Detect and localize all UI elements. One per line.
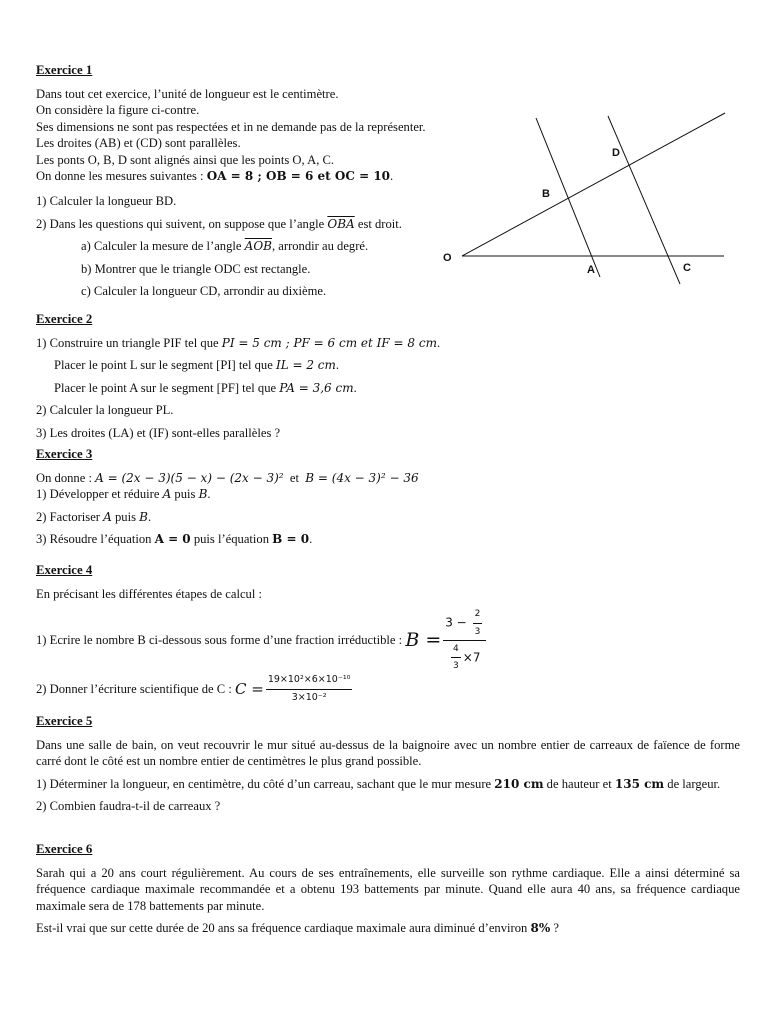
ex1-measures: OA = 8 ; OB = 6 et OC = 10 bbox=[206, 169, 391, 184]
ex2-line-1: 1) Construire un triangle PIF tel que PI = 5 cm ; PF = 6 cm et IF = 8 cm. bbox=[36, 336, 441, 350]
ex4-line-1: En précisant les différentes étapes de calcul : bbox=[36, 587, 263, 601]
ex1-question-1: 1) Calculer la longueur BD. bbox=[36, 194, 177, 209]
exercise-5-title: Exercice 5 bbox=[36, 714, 93, 728]
ex5-line-3: 2) Combien faudra-t-il de carreaux ? bbox=[36, 799, 221, 814]
ex1-line-5: Les ponts O, B, D sont alignés ainsi que les points O, A, C. bbox=[36, 152, 335, 167]
ex1-question-2b: b) Montrer que le triangle ODC est rectangle. bbox=[81, 261, 311, 276]
exercise-2 bbox=[36, 312, 740, 441]
ex2-line-3: Placer le point A sur le segment [PF] tel que PA = 3,6 cm. bbox=[54, 380, 357, 395]
ex3-line-4: 3) Résoudre l’équation A = 0 puis l’équation B = 0. bbox=[36, 532, 313, 547]
ex1-line-1: Dans tout cet exercice, l’unité de longueur est le centimètre. bbox=[36, 87, 339, 101]
ex6-line-2: Est-il vrai que sur cette durée de 20 ans sa fréquence cardiaque maximale aura diminué d’environ 8% ? bbox=[36, 921, 559, 936]
ex1-question-2c: c) Calculer la longueur CD, arrondir au dixième. bbox=[81, 284, 327, 299]
line-cd bbox=[608, 116, 680, 284]
point-label-b: B bbox=[542, 188, 550, 200]
ex1-line-6: On donne les mesures suivantes : OA = 8 ; OB = 6 et OC = 10. bbox=[36, 169, 394, 184]
expression-b: B = (4x − 3)² − 36 bbox=[305, 471, 419, 485]
expression-a: A = (2x − 3)(5 − x) − (2x − 3)² bbox=[95, 471, 284, 485]
exercise-4-title: Exercice 4 bbox=[36, 563, 93, 577]
ex1-line-3: Ses dimensions ne sont pas respectées et in ne demande pas de la représenter. bbox=[36, 119, 426, 134]
exercise-3-title: Exercice 3 bbox=[36, 447, 93, 461]
ex5-line-2: 1) Déterminer la longueur, en centimètre, du côté d’un carreau, sachant que le mur mesure 210 cm de hauteur et 135 cm de largeur. bbox=[36, 776, 721, 791]
ex5-line-1: Dans une salle de bain, on veut recouvrir le mur situé au-dessus de la baignoire avec un nombre entier de carreaux de faïence de forme carré dont le côté est un nombre entier de centimètres le plus grand possible. bbox=[36, 738, 740, 769]
angle-obA: $\overline{OBA}$ bbox=[327, 216, 355, 231]
ex1-line-2: On considère la figure ci-contre. bbox=[36, 103, 200, 118]
point-label-a: A bbox=[587, 264, 595, 276]
ex3-line-3: 2) Factoriser A puis B. bbox=[36, 509, 152, 524]
exercise-6 bbox=[36, 842, 740, 937]
ex6-line-1: Sarah qui a 20 ans court régulièrement. Au cours de ses entraînements, elle surveille son rythme cardiaque. Elle a ainsi déterminé sa fréquence cardiaque maximale recommandée et a obtenu 193 battements par minute. Quand elle aura 40 ans, sa fréquence cardiaque maximale sera de 178 battements par minute. bbox=[36, 866, 740, 913]
ex3-line-2: 1) Développer et réduire A puis B. bbox=[36, 487, 211, 502]
b-symbol: B = bbox=[405, 629, 442, 652]
ex3-line-1: On donne : A = (2x − 3)(5 − x) − (2x − 3)² et B = (4x − 3)² − 36 bbox=[36, 471, 419, 485]
ex4-question-1: 1) Ecrire le nombre B ci-dessous sous forme d’une fraction irréductible : B = 3 − $\frac{2}{3}$ $\frac{4}{3}$ ×7 bbox=[36, 612, 740, 668]
ex4-question-2: 2) Donner l’écriture scientifique de C : C = $\frac{\text{19×10²×6×10⁻¹⁰}}{\text{3×10⁻²}}$ bbox=[36, 672, 740, 706]
ex1-line-4: Les droites (AB) et (CD) sont parallèles. bbox=[36, 136, 241, 151]
geometry-figure bbox=[440, 112, 730, 284]
point-label-o: O bbox=[443, 252, 452, 264]
exercise-2-title: Exercice 2 bbox=[36, 312, 93, 326]
fraction-b: 3 − $\frac{2}{3}$ $\frac{4}{3}$ ×7 bbox=[443, 606, 486, 675]
line-obd bbox=[462, 113, 725, 256]
fraction-c: $\frac{\text{19×10²×6×10⁻¹⁰}}{\text{3×10⁻²}}$ bbox=[267, 674, 351, 703]
point-label-d: D bbox=[612, 147, 620, 159]
point-label-c: C bbox=[683, 262, 691, 274]
exercise-5 bbox=[36, 714, 740, 815]
exercise-6-title: Exercice 6 bbox=[36, 842, 93, 856]
exercise-1-title: Exercice 1 bbox=[36, 63, 93, 77]
angle-aob: $\overline{AOB}$ bbox=[244, 239, 272, 254]
exercise-3 bbox=[36, 447, 740, 548]
ex1-question-2a: a) Calculer la mesure de l’angle $\overline{AOB}$, arrondir au degré. bbox=[81, 239, 369, 254]
ex2-line-2: Placer le point L sur le segment [PI] tel que IL = 2 cm. bbox=[54, 358, 340, 373]
ex1-question-2: 2) Dans les questions qui suivent, on suppose que l’angle $\overline{OBA}$ est droit. bbox=[36, 216, 402, 231]
exercise-4 bbox=[36, 563, 740, 706]
ex2-line-4: 2) Calculer la longueur PL. bbox=[36, 403, 174, 418]
ex2-line-5: 3) Les droites (LA) et (IF) sont-elles parallèles ? bbox=[36, 425, 281, 440]
